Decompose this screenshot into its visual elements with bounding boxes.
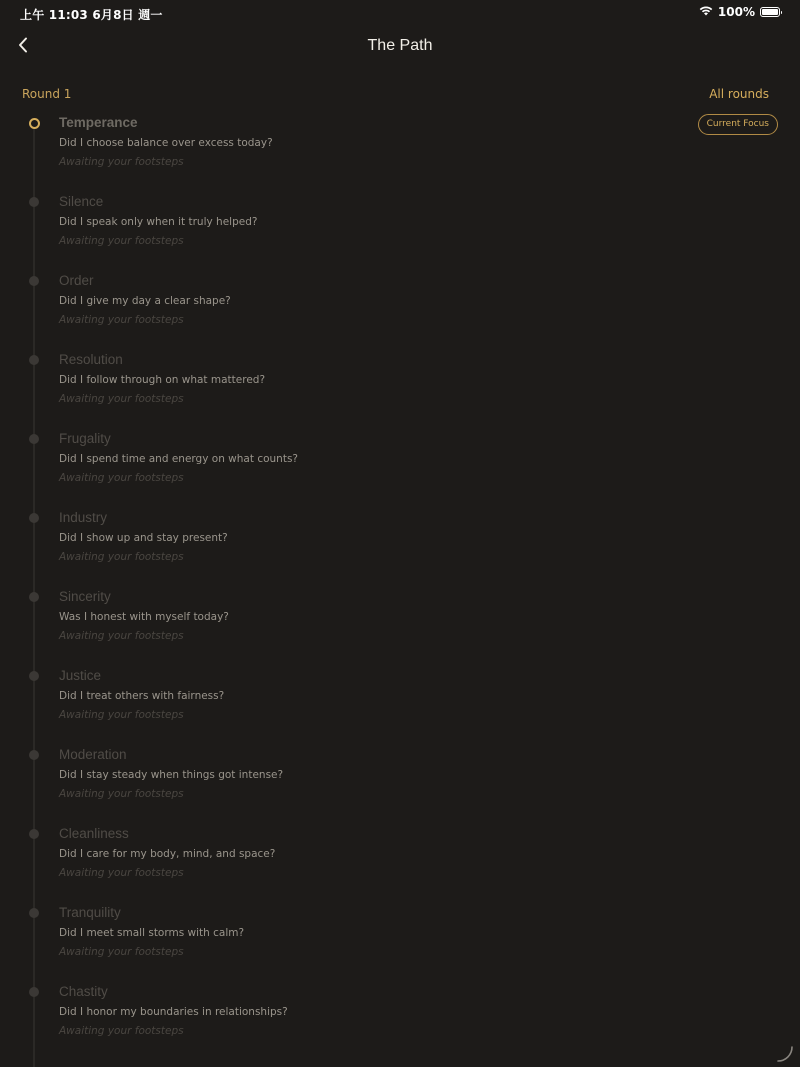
- virtue-status: Awaiting your footsteps: [59, 393, 184, 405]
- virtue-name: Moderation: [59, 747, 127, 762]
- virtue-item[interactable]: [0, 431, 800, 513]
- virtue-question: Did I honor my boundaries in relationships?: [59, 1006, 288, 1018]
- virtue-status: Awaiting your footsteps: [59, 156, 184, 168]
- wifi-icon: [699, 5, 713, 19]
- virtue-name: Cleanliness: [59, 826, 129, 841]
- timeline-dot: [29, 434, 39, 444]
- virtue-status: Awaiting your footsteps: [59, 314, 184, 326]
- virtue-item[interactable]: [0, 826, 800, 908]
- status-right: [699, 5, 780, 19]
- battery-percent: 100%: [717, 5, 755, 19]
- status-bar: [0, 0, 800, 26]
- virtue-item[interactable]: [0, 984, 800, 1066]
- battery-icon: [760, 7, 780, 17]
- timeline-dot: [29, 671, 39, 681]
- timeline-dot-active: [29, 118, 40, 129]
- timeline-dot: [29, 355, 39, 365]
- nav-bar: [0, 30, 800, 64]
- virtue-question: Did I choose balance over excess today?: [59, 137, 273, 149]
- virtue-status: Awaiting your footsteps: [59, 235, 184, 247]
- virtue-name: Tranquility: [59, 905, 121, 920]
- all-rounds-link[interactable]: All rounds: [709, 87, 769, 101]
- virtue-question: Did I give my day a clear shape?: [59, 295, 231, 307]
- virtue-name: Sincerity: [59, 589, 111, 604]
- virtue-question: Did I speak only when it truly helped?: [59, 216, 258, 228]
- virtue-name: Chastity: [59, 984, 108, 999]
- virtue-question: Did I follow through on what mattered?: [59, 374, 266, 386]
- virtue-item[interactable]: [0, 589, 800, 671]
- virtue-question: Did I treat others with fairness?: [59, 690, 225, 702]
- current-focus-badge: Current Focus: [698, 114, 778, 135]
- page-title: The Path: [367, 37, 433, 54]
- virtue-name: Resolution: [59, 352, 123, 367]
- timeline-dot: [29, 750, 39, 760]
- virtue-item[interactable]: [0, 194, 800, 276]
- round-label: Round 1: [22, 87, 72, 101]
- timeline-dot: [29, 197, 39, 207]
- virtue-item[interactable]: [0, 273, 800, 355]
- virtue-item[interactable]: [0, 905, 800, 987]
- virtue-status: Awaiting your footsteps: [59, 1025, 184, 1037]
- virtue-question: Did I show up and stay present?: [59, 532, 228, 544]
- battery-level: [762, 9, 778, 15]
- virtue-name: Frugality: [59, 431, 111, 446]
- virtue-name: Industry: [59, 510, 108, 525]
- virtue-status: Awaiting your footsteps: [59, 630, 184, 642]
- virtue-item[interactable]: [0, 115, 800, 197]
- resize-handle-icon: [776, 1045, 794, 1063]
- virtue-name: Silence: [59, 194, 104, 209]
- virtue-status: Awaiting your footsteps: [59, 551, 184, 563]
- virtue-status: Awaiting your footsteps: [59, 709, 184, 721]
- timeline-dot: [29, 592, 39, 602]
- virtue-item[interactable]: [0, 510, 800, 592]
- virtue-item[interactable]: [0, 352, 800, 434]
- virtue-name: Order: [59, 273, 94, 288]
- timeline-dot: [29, 987, 39, 997]
- timeline-dot: [29, 276, 39, 286]
- virtue-status: Awaiting your footsteps: [59, 867, 184, 879]
- virtue-name: Justice: [59, 668, 102, 683]
- timeline-dot: [29, 829, 39, 839]
- virtue-status: Awaiting your footsteps: [59, 946, 184, 958]
- virtue-status: Awaiting your footsteps: [59, 788, 184, 800]
- virtue-question: Did I care for my body, mind, and space?: [59, 848, 276, 860]
- virtue-question: Did I meet small storms with calm?: [59, 927, 245, 939]
- virtue-item[interactable]: [0, 747, 800, 829]
- virtue-item[interactable]: [0, 668, 800, 750]
- timeline-dot: [29, 908, 39, 918]
- virtue-name: Temperance: [59, 115, 138, 130]
- status-time: 上午 11:03 6月8日 週一: [20, 8, 163, 22]
- virtue-question: Did I stay steady when things got intense?: [59, 769, 284, 781]
- timeline-dot: [29, 513, 39, 523]
- virtue-status: Awaiting your footsteps: [59, 472, 184, 484]
- virtue-question: Was I honest with myself today?: [59, 611, 229, 623]
- virtue-question: Did I spend time and energy on what counts?: [59, 453, 298, 465]
